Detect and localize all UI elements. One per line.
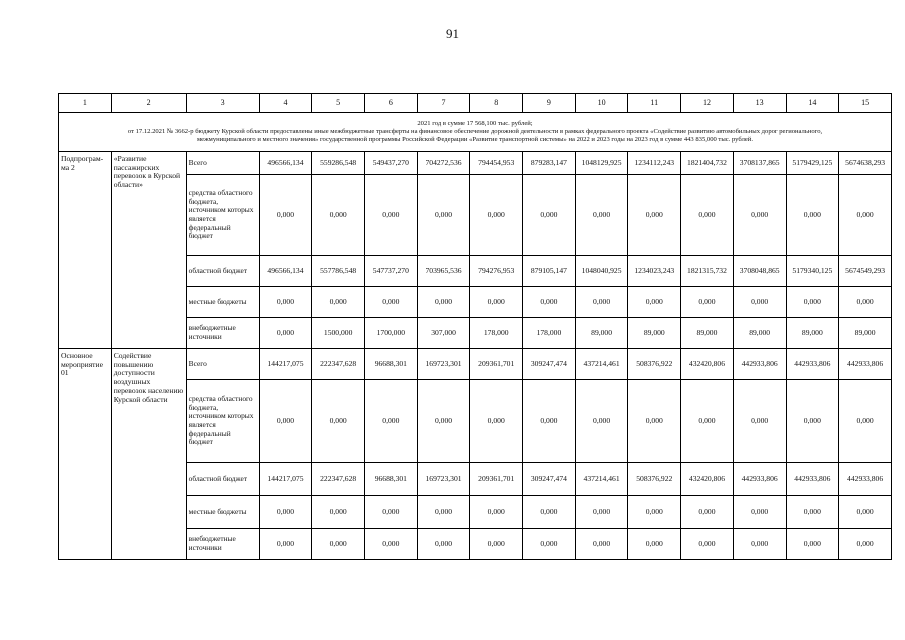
amount-cell: 0,000 — [365, 380, 418, 463]
note-line: от 17.12.2021 № 3662-р бюджету Курской области предоставлены иные межбюджетные трансферты на финансовое обеспечение дорожной деятельности в рамках федерального проекта «Содействие развитию автомобильных дорог регионального, — [127, 127, 823, 135]
amount-cell: 442933,806 — [839, 349, 892, 380]
amount-cell: 96688,301 — [365, 463, 418, 496]
funding-source: местные бюджеты — [186, 496, 259, 529]
amount-cell: 1234023,243 — [628, 256, 681, 287]
amount-cell: 0,000 — [470, 175, 523, 256]
column-number: 10 — [575, 94, 628, 113]
amount-cell: 437214,461 — [575, 349, 628, 380]
column-number: 6 — [365, 94, 418, 113]
amount-cell: 0,000 — [365, 496, 418, 529]
amount-cell: 0,000 — [628, 529, 681, 560]
amount-cell: 0,000 — [681, 496, 734, 529]
amount-cell: 178,000 — [523, 318, 576, 349]
column-number: 12 — [681, 94, 734, 113]
amount-cell: 0,000 — [365, 287, 418, 318]
amount-cell: 209361,701 — [470, 463, 523, 496]
amount-cell: 5179340,125 — [786, 256, 839, 287]
amount-cell: 0,000 — [470, 529, 523, 560]
amount-cell: 496566,134 — [259, 256, 312, 287]
column-number: 7 — [417, 94, 470, 113]
amount-cell: 0,000 — [681, 287, 734, 318]
amount-cell: 442933,806 — [733, 463, 786, 496]
column-number: 13 — [733, 94, 786, 113]
amount-cell: 0,000 — [312, 380, 365, 463]
amount-cell: 0,000 — [523, 529, 576, 560]
funding-source: областной бюджет — [186, 256, 259, 287]
amount-cell: 0,000 — [417, 175, 470, 256]
budget-table — [58, 93, 892, 560]
amount-cell: 1821315,732 — [681, 256, 734, 287]
amount-cell: 1700,000 — [365, 318, 418, 349]
amount-cell: 0,000 — [365, 175, 418, 256]
amount-cell: 89,000 — [839, 318, 892, 349]
amount-cell: 432420,806 — [681, 349, 734, 380]
amount-cell: 144217,075 — [259, 463, 312, 496]
amount-cell: 3708137,865 — [733, 152, 786, 175]
amount-cell: 442933,806 — [733, 349, 786, 380]
table-row — [59, 152, 892, 175]
column-number: 15 — [839, 94, 892, 113]
amount-cell: 794454,953 — [470, 152, 523, 175]
amount-cell: 0,000 — [417, 287, 470, 318]
note-row — [59, 113, 892, 152]
amount-cell: 178,000 — [470, 318, 523, 349]
amount-cell: 879283,147 — [523, 152, 576, 175]
amount-cell: 89,000 — [628, 318, 681, 349]
amount-cell: 0,000 — [259, 529, 312, 560]
amount-cell: 5179429,125 — [786, 152, 839, 175]
amount-cell: 559286,548 — [312, 152, 365, 175]
amount-cell: 144217,075 — [259, 349, 312, 380]
funding-source: областной бюджет — [186, 463, 259, 496]
amount-cell: 0,000 — [681, 529, 734, 560]
amount-cell: 442933,806 — [839, 463, 892, 496]
amount-cell: 0,000 — [259, 318, 312, 349]
amount-cell: 0,000 — [470, 380, 523, 463]
column-number: 9 — [523, 94, 576, 113]
amount-cell: 0,000 — [839, 287, 892, 318]
amount-cell: 0,000 — [786, 380, 839, 463]
column-number: 3 — [186, 94, 259, 113]
amount-cell: 209361,701 — [470, 349, 523, 380]
funding-source: Всего — [186, 349, 259, 380]
column-number: 14 — [786, 94, 839, 113]
amount-cell: 89,000 — [575, 318, 628, 349]
funding-source: Всего — [186, 152, 259, 175]
amount-cell: 0,000 — [839, 496, 892, 529]
amount-cell: 5674549,293 — [839, 256, 892, 287]
funding-source: внебюджетные источники — [186, 318, 259, 349]
column-number: 4 — [259, 94, 312, 113]
amount-cell: 0,000 — [523, 175, 576, 256]
amount-cell: 0,000 — [733, 287, 786, 318]
amount-cell: 496566,134 — [259, 152, 312, 175]
amount-cell: 0,000 — [733, 496, 786, 529]
funding-source: средства областного бюджета, источником которых является федеральный бюджет — [186, 175, 259, 256]
amount-cell: 0,000 — [681, 175, 734, 256]
column-number: 2 — [111, 94, 186, 113]
amount-cell: 0,000 — [733, 380, 786, 463]
column-number: 1 — [59, 94, 112, 113]
funding-note — [59, 113, 892, 152]
amount-cell: 0,000 — [786, 287, 839, 318]
amount-cell: 442933,806 — [786, 463, 839, 496]
amount-cell: 222347,628 — [312, 463, 365, 496]
amount-cell: 0,000 — [575, 529, 628, 560]
amount-cell: 1500,000 — [312, 318, 365, 349]
amount-cell: 879105,147 — [523, 256, 576, 287]
amount-cell: 0,000 — [259, 380, 312, 463]
funding-source: местные бюджеты — [186, 287, 259, 318]
amount-cell: 0,000 — [733, 175, 786, 256]
amount-cell: 0,000 — [733, 529, 786, 560]
amount-cell: 222347,628 — [312, 349, 365, 380]
amount-cell: 0,000 — [681, 380, 734, 463]
amount-cell: 0,000 — [786, 175, 839, 256]
amount-cell: 0,000 — [786, 496, 839, 529]
amount-cell: 508376,922 — [628, 463, 681, 496]
program-title: Содействие повышению доступности воздушных перевозок населению Курской области — [111, 349, 186, 560]
amount-cell: 0,000 — [417, 380, 470, 463]
amount-cell: 3708048,865 — [733, 256, 786, 287]
amount-cell: 0,000 — [575, 380, 628, 463]
amount-cell: 703965,536 — [417, 256, 470, 287]
column-number: 11 — [628, 94, 681, 113]
amount-cell: 0,000 — [628, 380, 681, 463]
amount-cell: 1048129,925 — [575, 152, 628, 175]
amount-cell: 0,000 — [470, 287, 523, 318]
amount-cell: 0,000 — [259, 175, 312, 256]
amount-cell: 794276,953 — [470, 256, 523, 287]
amount-cell: 0,000 — [312, 175, 365, 256]
amount-cell: 0,000 — [312, 529, 365, 560]
amount-cell: 0,000 — [575, 496, 628, 529]
column-number: 8 — [470, 94, 523, 113]
amount-cell: 0,000 — [628, 175, 681, 256]
amount-cell: 0,000 — [839, 380, 892, 463]
table-row — [59, 349, 892, 380]
amount-cell: 0,000 — [523, 287, 576, 318]
program-title: «Развитие пассажирских перевозок в Курской области» — [111, 152, 186, 349]
amount-cell: 0,000 — [575, 287, 628, 318]
amount-cell: 309247,474 — [523, 349, 576, 380]
amount-cell: 89,000 — [733, 318, 786, 349]
amount-cell: 442933,806 — [786, 349, 839, 380]
note-line: межмуниципального и местного значения» государственной программы Российской Федерации «Развитие транспортной системы» на 2022 и 2023 годы на 2023 год в сумме 443 835,000 тыс. рублей. — [197, 136, 753, 144]
amount-cell: 309247,474 — [523, 463, 576, 496]
amount-cell: 0,000 — [575, 175, 628, 256]
amount-cell: 0,000 — [312, 496, 365, 529]
amount-cell: 547737,270 — [365, 256, 418, 287]
amount-cell: 0,000 — [470, 496, 523, 529]
amount-cell: 1048040,925 — [575, 256, 628, 287]
amount-cell: 0,000 — [417, 529, 470, 560]
amount-cell: 0,000 — [259, 496, 312, 529]
program-name: Основное мероприятие 01 — [59, 349, 112, 560]
amount-cell: 557786,548 — [312, 256, 365, 287]
amount-cell: 0,000 — [417, 496, 470, 529]
amount-cell: 0,000 — [628, 287, 681, 318]
column-number: 5 — [312, 94, 365, 113]
amount-cell: 1234112,243 — [628, 152, 681, 175]
amount-cell: 549437,270 — [365, 152, 418, 175]
amount-cell: 0,000 — [839, 529, 892, 560]
column-number-row — [59, 94, 892, 113]
amount-cell: 307,000 — [417, 318, 470, 349]
amount-cell: 1821404,732 — [681, 152, 734, 175]
amount-cell: 0,000 — [312, 287, 365, 318]
amount-cell: 437214,461 — [575, 463, 628, 496]
amount-cell: 5674638,293 — [839, 152, 892, 175]
amount-cell: 89,000 — [786, 318, 839, 349]
note-line: 2021 год в сумме 17 568,100 тыс. рублей; — [417, 119, 533, 127]
amount-cell: 96688,301 — [365, 349, 418, 380]
amount-cell: 0,000 — [628, 496, 681, 529]
amount-cell: 0,000 — [786, 529, 839, 560]
amount-cell: 169723,301 — [417, 349, 470, 380]
amount-cell: 0,000 — [523, 496, 576, 529]
funding-source: средства областного бюджета, источником которых является федеральный бюджет — [186, 380, 259, 463]
amount-cell: 0,000 — [365, 529, 418, 560]
amount-cell: 0,000 — [523, 380, 576, 463]
amount-cell: 704272,536 — [417, 152, 470, 175]
amount-cell: 169723,301 — [417, 463, 470, 496]
amount-cell: 432420,806 — [681, 463, 734, 496]
amount-cell: 0,000 — [259, 287, 312, 318]
funding-source: внебюджетные источники — [186, 529, 259, 560]
amount-cell: 89,000 — [681, 318, 734, 349]
page-number: 91 — [446, 26, 459, 41]
amount-cell: 508376,922 — [628, 349, 681, 380]
amount-cell: 0,000 — [839, 175, 892, 256]
program-name: Подпрограм-ма 2 — [59, 152, 112, 349]
